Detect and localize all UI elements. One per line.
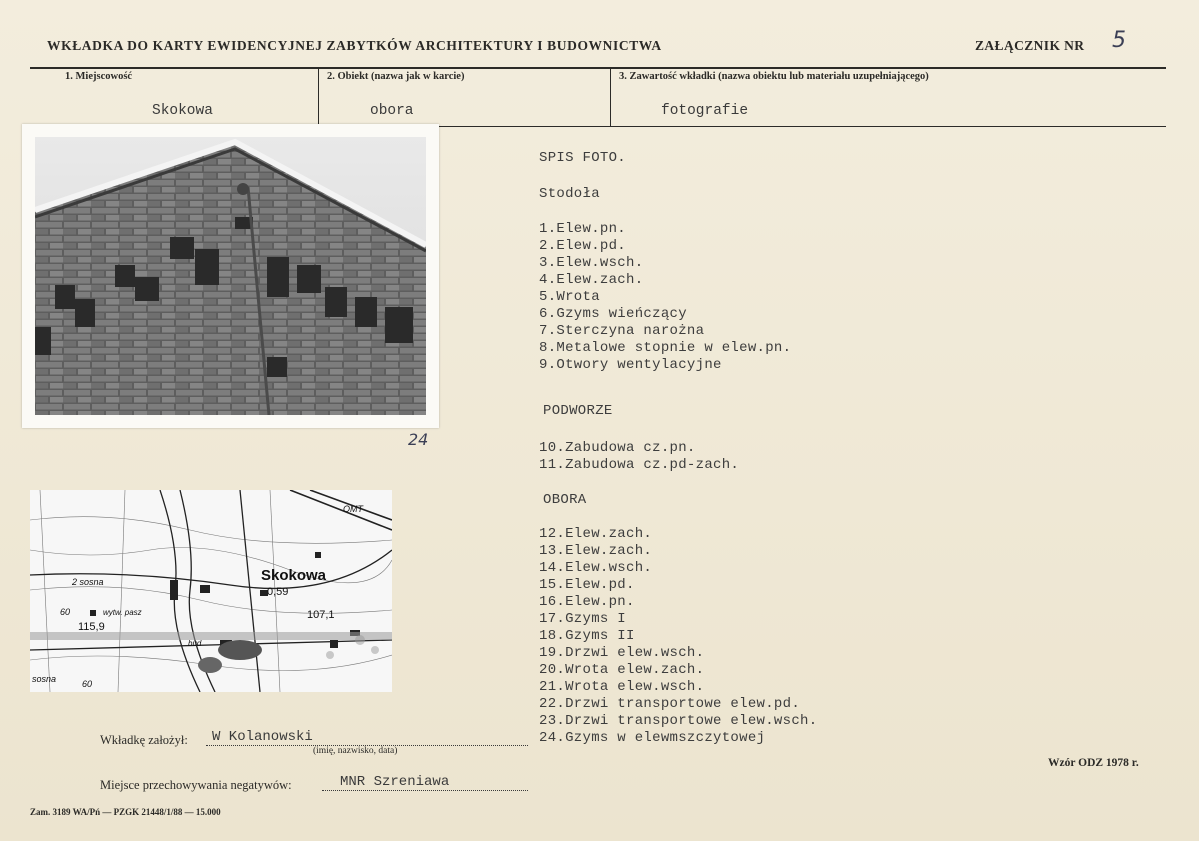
form-title: WKŁADKA DO KARTY EWIDENCYJNEJ ZABYTKÓW ARCHITEKTURY I BUDOWNICTWA bbox=[47, 38, 662, 53]
list-item: 5.Wrota bbox=[539, 289, 600, 305]
founder-hint: (imię, nazwisko, data) bbox=[313, 746, 398, 756]
section-heading-yard: PODWORZE bbox=[543, 403, 613, 419]
print-info: Zam. 3189 WA/Pń — PZGK 21448/1/88 — 15.000 bbox=[30, 807, 221, 817]
barn-gable-photo bbox=[22, 124, 439, 428]
list-item: 13.Elew.zach. bbox=[539, 543, 653, 559]
map-label-omt: OMT bbox=[343, 504, 363, 514]
list-item: 11.Zabudowa cz.pd-zach. bbox=[539, 457, 740, 473]
list-item: 4.Elew.zach. bbox=[539, 272, 644, 288]
list-item: 22.Drzwi transportowe elew.pd. bbox=[539, 696, 801, 712]
map-label-bud: bud bbox=[188, 639, 202, 648]
list-item: 2.Elew.pd. bbox=[539, 238, 627, 254]
locality-value: Skokowa bbox=[152, 103, 213, 119]
column-divider bbox=[318, 68, 319, 126]
list-item: 17.Gzyms I bbox=[539, 611, 627, 627]
list-item: 19.Drzwi elew.wsch. bbox=[539, 645, 705, 661]
map-label-wytw: wytw. pasz bbox=[103, 608, 142, 617]
map-label-sosna-top: 2 sosna bbox=[72, 577, 104, 587]
topographic-map-image bbox=[30, 490, 392, 692]
list-item: 8.Metalowe stopnie w elew.pn. bbox=[539, 340, 792, 356]
map-elevation-059: 0,59 bbox=[267, 586, 289, 598]
list-item: 7.Sterczyna narożna bbox=[539, 323, 705, 339]
attachment-number: 5 bbox=[1112, 28, 1126, 53]
gable-brickwork-image bbox=[35, 137, 426, 415]
map-label-sosna-bottom: sosna bbox=[32, 674, 57, 684]
content-value: fotografie bbox=[661, 103, 749, 119]
negatives-line bbox=[322, 790, 528, 791]
locality-label: 1. Miejscowość bbox=[65, 71, 133, 82]
list-item: 16.Elew.pn. bbox=[539, 594, 635, 610]
negatives-label: Miejsce przechowywania negatywów: bbox=[100, 778, 292, 792]
list-item: 18.Gzyms II bbox=[539, 628, 635, 644]
list-item: 14.Elew.wsch. bbox=[539, 560, 653, 576]
negatives-value: MNR Szreniawa bbox=[340, 774, 450, 790]
photo-list-title: SPIS FOTO. bbox=[539, 150, 627, 166]
list-item: 9.Otwory wentylacyjne bbox=[539, 357, 722, 373]
photo-number-handwritten: 24 bbox=[408, 430, 429, 449]
founder-value: W Kolanowski bbox=[212, 729, 313, 745]
content-label: 3. Zawartość wkładki (nazwa obiektu lub materiału uzupełniającego) bbox=[619, 71, 929, 82]
map-elevation-107: 107,1 bbox=[307, 609, 335, 621]
section-heading-cowshed: OBORA bbox=[543, 492, 587, 508]
list-item: 23.Drzwi transportowe elew.wsch. bbox=[539, 713, 818, 729]
location-map bbox=[30, 490, 392, 692]
list-item: 10.Zabudowa cz.pn. bbox=[539, 440, 696, 456]
section-heading-barn: Stodoła bbox=[539, 186, 600, 202]
list-item: 21.Wrota elew.wsch. bbox=[539, 679, 705, 695]
founder-label: Wkładkę założył: bbox=[100, 733, 188, 747]
object-label: 2. Obiekt (nazwa jak w karcie) bbox=[327, 71, 465, 82]
list-item: 15.Elew.pd. bbox=[539, 577, 635, 593]
map-label-60-bottom: 60 bbox=[82, 679, 93, 689]
form-model: Wzór ODZ 1978 r. bbox=[1048, 757, 1139, 769]
map-label-60-top: 60 bbox=[60, 607, 71, 617]
list-item: 6.Gzyms wieńczący bbox=[539, 306, 687, 322]
map-place-name: Skokowa bbox=[261, 567, 327, 584]
object-value: obora bbox=[370, 103, 414, 119]
list-item: 3.Elew.wsch. bbox=[539, 255, 644, 271]
attachment-label: ZAŁĄCZNIK NR bbox=[975, 38, 1085, 53]
list-item: 12.Elew.zach. bbox=[539, 526, 653, 542]
list-item: 24.Gzyms w elewmszczytowej bbox=[539, 730, 766, 746]
list-item: 1.Elew.pn. bbox=[539, 221, 627, 237]
list-item: 20.Wrota elew.zach. bbox=[539, 662, 705, 678]
map-elevation-115: 115,9 bbox=[78, 621, 105, 633]
column-divider bbox=[610, 68, 611, 126]
photo-list bbox=[539, 150, 959, 750]
header-rule bbox=[30, 67, 1166, 69]
